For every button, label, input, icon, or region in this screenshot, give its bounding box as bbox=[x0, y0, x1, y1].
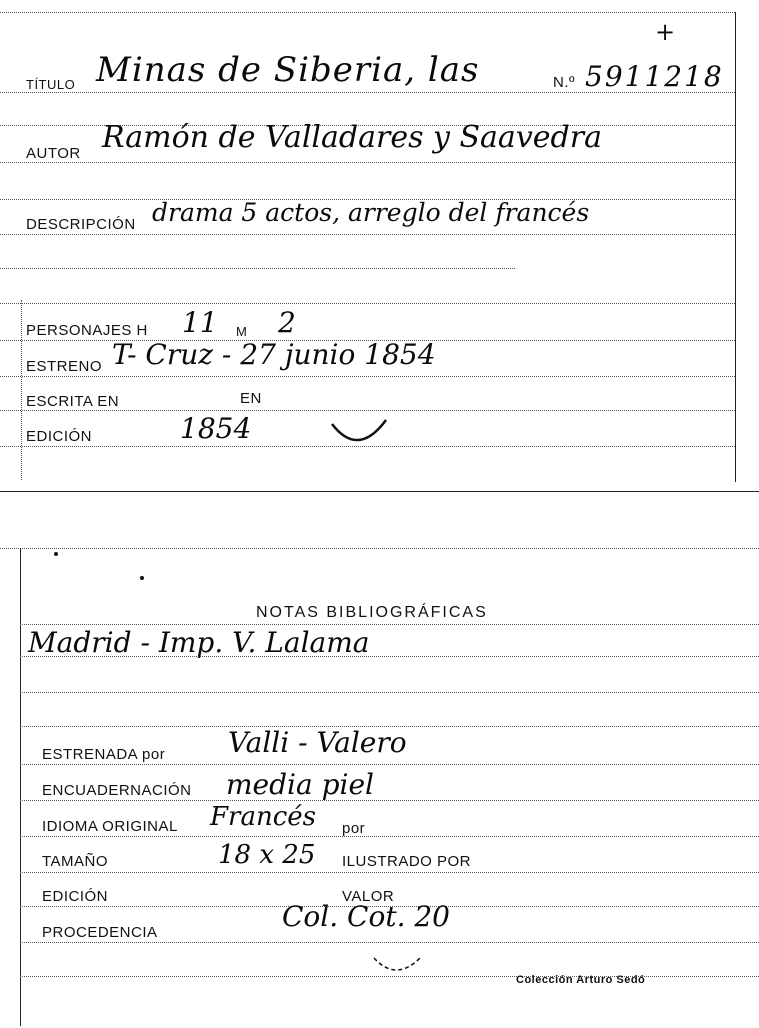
right-edge bbox=[735, 12, 736, 482]
cross-mark: + bbox=[655, 18, 676, 46]
punch-dot bbox=[54, 552, 58, 556]
numero-label: N.º bbox=[553, 74, 575, 91]
personajes-label: PERSONAJES H bbox=[26, 322, 148, 339]
estrenada-rule bbox=[20, 764, 759, 765]
descripcion-rule bbox=[0, 234, 735, 235]
edicion-value: 1854 bbox=[180, 412, 252, 445]
personajes-m-label: M bbox=[236, 324, 248, 339]
en-label: EN bbox=[240, 390, 262, 407]
bottom-top-rule bbox=[0, 548, 759, 549]
idioma-label: IDIOMA ORIGINAL bbox=[42, 818, 178, 835]
rule-6 bbox=[0, 268, 515, 269]
notas-heading: NOTAS BIBLIOGRÁFICAS bbox=[256, 604, 488, 621]
por-label: por bbox=[342, 820, 366, 837]
curve-mark bbox=[330, 418, 388, 446]
estrenada-value: Valli - Valero bbox=[228, 726, 407, 759]
autor-label: AUTOR bbox=[26, 145, 81, 162]
encuadernacion-value: media piel bbox=[226, 768, 374, 801]
titulo-rule bbox=[0, 92, 735, 93]
card-separator bbox=[0, 491, 759, 492]
rule-7 bbox=[0, 303, 735, 304]
escrita-rule bbox=[0, 410, 735, 411]
notas-rule bbox=[20, 624, 759, 625]
encuadernacion-rule bbox=[20, 800, 759, 801]
left-edge-dots bbox=[21, 300, 22, 480]
ilustrado-label: ILUSTRADO POR bbox=[342, 853, 472, 870]
procedencia-label: PROCEDENCIA bbox=[42, 924, 158, 941]
catalog-card-top bbox=[0, 0, 759, 494]
edicion-rule bbox=[0, 446, 735, 447]
collection-credit: Colección Arturo Sedó bbox=[516, 974, 646, 986]
procedencia-rule bbox=[20, 942, 759, 943]
notas-value: Madrid - Imp. V. Lalama bbox=[28, 626, 370, 659]
valor-label: VALOR bbox=[342, 888, 395, 905]
escrita-label: ESCRITA EN bbox=[26, 393, 120, 410]
rule-b2 bbox=[20, 656, 759, 657]
edicion-b-label: EDICIÓN bbox=[42, 888, 109, 905]
autor-value: Ramón de Valladares y Saavedra bbox=[102, 120, 602, 155]
encuadernacion-label: ENCUADERNACIÓN bbox=[42, 782, 192, 799]
estrenada-label: ESTRENADA por bbox=[42, 746, 166, 763]
idioma-value: Francés bbox=[210, 802, 317, 832]
estreno-value: T- Cruz - 27 junio 1854 bbox=[112, 338, 436, 371]
numero-value: 5911218 bbox=[585, 60, 724, 93]
tamano-rule bbox=[20, 872, 759, 873]
estreno-label: ESTRENO bbox=[26, 358, 103, 375]
estreno-rule bbox=[0, 376, 735, 377]
procedencia-value: Col. Cot. 20 bbox=[282, 900, 450, 933]
rule-b3 bbox=[20, 692, 759, 693]
edicion-label: EDICIÓN bbox=[26, 428, 93, 445]
catalog-card-bottom bbox=[0, 540, 759, 1028]
punch-dot bbox=[140, 576, 144, 580]
idioma-rule bbox=[20, 836, 759, 837]
tamano-label: TAMAÑO bbox=[42, 853, 109, 870]
rule-bottom bbox=[20, 976, 759, 977]
top-edge-rule bbox=[0, 12, 735, 13]
personajes-h-value: 11 bbox=[182, 306, 218, 339]
descripcion-value: drama 5 actos, arreglo del francés bbox=[152, 198, 590, 227]
personajes-m-value: 2 bbox=[278, 306, 296, 339]
titulo-value: Minas de Siberia, las bbox=[96, 50, 480, 90]
left-edge bbox=[20, 548, 21, 1026]
tamano-value: 18 x 25 bbox=[218, 840, 316, 870]
curve-mark-bottom bbox=[372, 954, 422, 976]
titulo-label: TÍTULO bbox=[26, 77, 76, 92]
descripcion-label: DESCRIPCIÓN bbox=[26, 216, 136, 233]
autor-rule bbox=[0, 162, 735, 163]
